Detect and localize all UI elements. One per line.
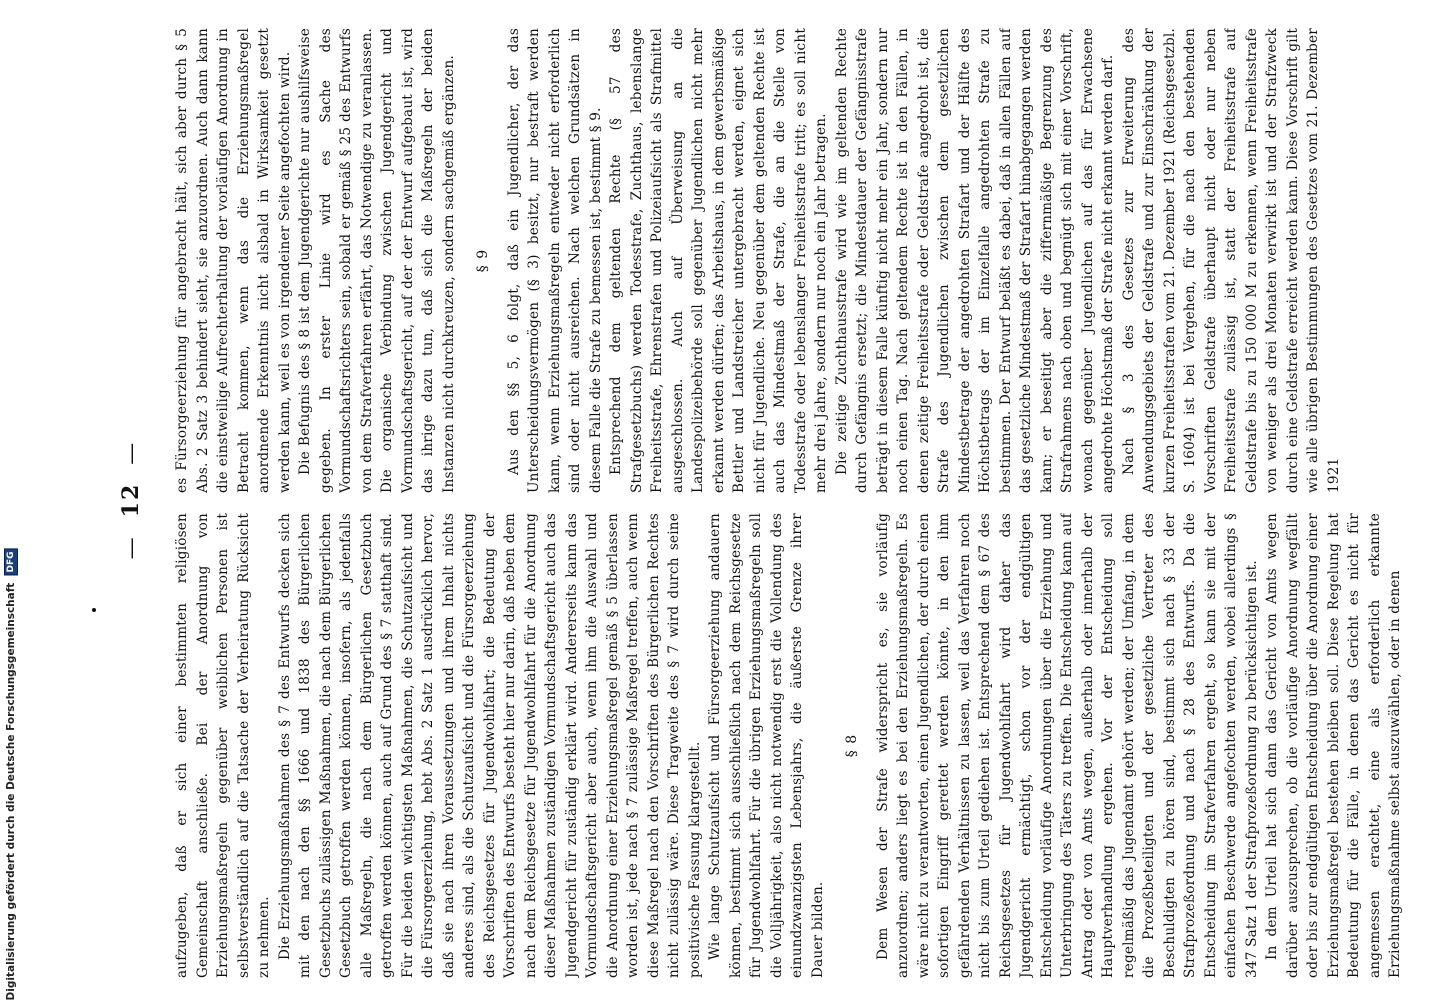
ink-dot <box>92 608 96 612</box>
paragraph: Dem Wesen der Strafe widerspricht es, sie vorläufig anzuordnen; anders liegt es bei den Erziehungsmaßregeln. Es wäre nicht zu verantworten, einen Jugendlichen, der durch einen sofortigen Eingriff gerettet werden könnte, in den ihm gefährdenden Verhältnissen zu lassen, weil das Verfahren noch nicht bis zum Urteil gediehen ist. Entsprechend dem § 67 des Reichsgesetzes für Jugendwohlfahrt wird daher das Jugendgericht ermächtigt, schon vor der endgültigen Entscheidung vorläufige Anordnungen über die Erziehung und Unterbringung des Täters zu treffen. Die Entscheidung kann auf Antrag oder von Amts wegen, außerhalb oder innerhalb der Hauptverhandlung ergehen. Vor der Entscheidung soll regelmäßig das Jugendamt gehört werden; der Umfang, in dem die Prozeßbeteiligten und der gesetzliche Vertreter des Beschuldigten zu hören sind, bestimmt sich nach § 33 der Strafprozeßordnung und nach § 28 des Entwurfs. Da die Entscheidung im Strafverfahren ergeht, so kann sie mit der einfachen Beschwerde angefochten werden, wobei allerdings § 347 Satz 1 der Strafprozeßordnung zu berücksichtigen ist. <box>874 513 1260 978</box>
paragraph: Die zeitige Zuchthausstrafe wird wie im geltenden Rechte durch Gefängnis ersetzt; die Mindestdauer der Gefängnisstrafe beträgt in diesem Falle künftig nicht mehr ein Jahr, sondern nur noch einen Tag. Nach geltendem Rechte ist in den Fällen, in denen zeitige Freiheitsstrafe oder Geldstrafe angedroht ist, die Strafe des Jugendlichen zwischen dem gesetzlichen Mindestbetrage der angedrohten Strafart und der Hälfte des Höchstbetrags der im Einzelfalle angedrohten Strafe zu bestimmen. Der Entwurf beläßt es dabei, daß in allen Fällen auf das gesetzliche Mindestmaß der Strafart hinabgegangen werden kann; er beseitigt aber die ziffernmäßige Begrenzung des Strafrahmens nach oben und begnügt sich mit einer Vorschrift, wonach gegenüber Jugendlichen auf das für Erwachsene angedrohte Höchstmaß der Strafe nicht erkannt werden darf. <box>833 28 1116 493</box>
page-number: —12— <box>118 440 144 560</box>
paragraph: aufzugeben, daß er sich einer bestimmten religiösen Gemeinschaft anschließe. Bei der Anordnung von Erziehungsmaßregeln gegenüber weiblichen Personen ist selbstverständlich auf die Tatsache der Verheiratung Rücksicht zu nehmen. <box>174 513 272 978</box>
scanned-page <box>100 0 1430 1000</box>
paragraph: Die Erziehungsmaßnahmen des § 7 des Entwurfs decken sich mit den nach den §§ 1666 und 1838 des Bürgerlichen Gesetzbuchs zulässigen Maßnahmen, die nach dem Bürgerlichen Gesetzbuch getroffen werden können, insofern, als jedenfalls alle Maßregeln, die nach dem Bürgerlichen Gesetzbuch getroffen werden können, auch auf Grund des § 7 statthaft sind. Für die beiden wichtigsten Maßnahmen, die Schutzaufsicht und die Fürsorgeerziehung, hebt Abs. 2 Satz 1 ausdrücklich hervor, daß sie nach ihren Voraussetzungen und ihrem Inhalt nichts anderes sind, als die Schutzaufsicht und die Fürsorgeerziehung des Reichsgesetzes für Jugendwohlfahrt; die Bedeutung der Vorschriften des Entwurfs besteht hier nur darin, daß neben dem nach dem Reichsgesetze für Jugendwohlfahrt für die Anordnung dieser Maßnahmen zuständigen Vormundschaftsgericht auch das Jugendgericht für zuständig erklärt wird. Andererseits kann das Vormundschaftsgericht aber auch, wenn ihm die Auswahl und die Anordnung einer Erziehungsmaßregel gemäß § 5 überlassen worden ist, jede nach § 7 zulässige Maßregel treffen, auch wenn diese Maßregel nach den Vorschriften des Bürgerlichen Rechtes nicht zulässig wäre. Diese Tragweite des § 7 wird durch seine positivische Fassung klargestellt. <box>276 513 703 978</box>
paragraph: Entsprechend dem geltenden Rechte (§ 57 des Strafgesetzbuchs) werden Todesstrafe, Zuchthaus, lebenslange Freiheitsstrafe, Ehrenstrafen und Polizeiaufsicht als Strafmittel ausgeschlossen. Auch auf Überweisung an die Landespolizeibehörde soll gegenüber Jugendlichen nicht mehr erkannt werden dürfen; das Arbeitshaus, in dem gewerbsmäßige Bettler und Landstreicher untergebracht werden, eignet sich nicht für Jugendliche. Neu gegenüber dem geltenden Rechte ist auch das Mindestmaß der Strafe, die an die Stelle von Todesstrafe oder lebenslanger Freiheitsstrafe tritt; es soll nicht mehr drei Jahre, sondern nur noch ein Jahr betragen. <box>608 28 829 493</box>
right-column <box>172 28 1412 493</box>
paragraph: Nach § 3 des Gesetzes zur Erweiterung des Anwendungsgebiets der Geldstrafe und zur Einschränkung der kurzen Freiheitsstrafen vom 21. Dezember 1921 (Reichsgesetzbl. S. 1604) ist bei Vergehen, für die nach den bestehenden Vorschriften Geldstrafe überhaupt nicht oder nur neben Freiheitsstrafe zulässig ist, statt der Freiheitsstrafe auf Geldstrafe bis zu 150 000 M zu erkennen, wenn Freiheitsstrafe von weniger als drei Monaten verwirkt ist und der Strafzweck durch eine Geldstrafe erreicht werden kann. Diese Vorschrift gilt wie alle übrigen Bestimmungen des Gesetzes vom 21. Dezember 1921 <box>1120 28 1342 493</box>
left-column <box>172 513 1412 978</box>
credit-text: Digitalisierung gefördert durch die Deutsche Forschungsgemeinschaft <box>5 582 17 1000</box>
paragraph: Wie lange Schutzaufsicht und Fürsorgeerziehung andauern können, bestimmt sich ausschließlich nach dem Reichsgesetze für Jugendwohlfahrt. Für die übrigen Erziehungsmaßregeln soll die Volljährigkeit, also nicht notwendig erst die Vollendung des einundzwanzigsten Lebensjahrs, die äußerste Grenze ihrer Dauer bilden. <box>707 513 826 978</box>
section-heading: § 9 <box>475 248 491 273</box>
paragraph: In dem Urteil hat sich dann das Gericht von Amts wegen darüber auszusprechen, ob die vorläufige Anordnung wegfällt oder bis zur endgültigen Entscheidung über die Anordnung einer Erziehungsmaßregel bestehen bleiben soll. Diese Regelung hat Bedeutung für die Fälle, in denen das Gericht es nicht für angemessen erachtet, eine als erforderlich erkannte Erziehungsmaßnahme selbst auszuwählen, oder in denen <box>1264 513 1403 978</box>
paragraph: Die Befugnis des § 8 ist dem Jugendgerichte nur aushilfsweise gegeben. In erster Linie wird es Sache des Vormundschaftsrichters sein, sobald er gemäß § 25 des Entwurfs von dem Strafverfahren erfährt, das Notwendige zu veranlassen. Die organische Verbindung zwischen Jugendgericht und Vormundschaftsgericht, auf der der Entwurf aufgebaut ist, wird das ihrige dazu tun, daß sich die Maßregeln der beiden Instanzen nicht durchkreuzen, sondern sachgemäß ergänzen. <box>297 28 457 493</box>
digitization-credit <box>0 0 22 1000</box>
paragraph: es Fürsorgeerziehung für angebracht hält, sich aber durch § 5 Abs. 2 Satz 3 behindert sieht, sie anzuordnen. Auch dann kann die einstweilige Aufrechterhaltung der vorläufigen Anordnung in Betracht kommen, wenn das die Erziehungsmaßregel anordnende Erkenntnis nicht alsbald in Wirksamkeit gesetzt werden kann, weil es von irgendeiner Seite angefochten wird. <box>174 28 293 493</box>
paragraph: Aus den §§ 5, 6 folgt, daß ein Jugendlicher, der das Unterscheidungsvermögen (§ 3) besitzt, nur bestraft werden kann, wenn Erziehungsmaßregeln entweder nicht erforderlich sind oder nicht ausreichen. Nach welchen Grundsätzen in diesem Falle die Strafe zu bemessen ist, bestimmt § 9. <box>505 28 604 493</box>
section-heading: § 8 <box>844 733 860 758</box>
dfg-logo: DFG <box>4 548 18 575</box>
